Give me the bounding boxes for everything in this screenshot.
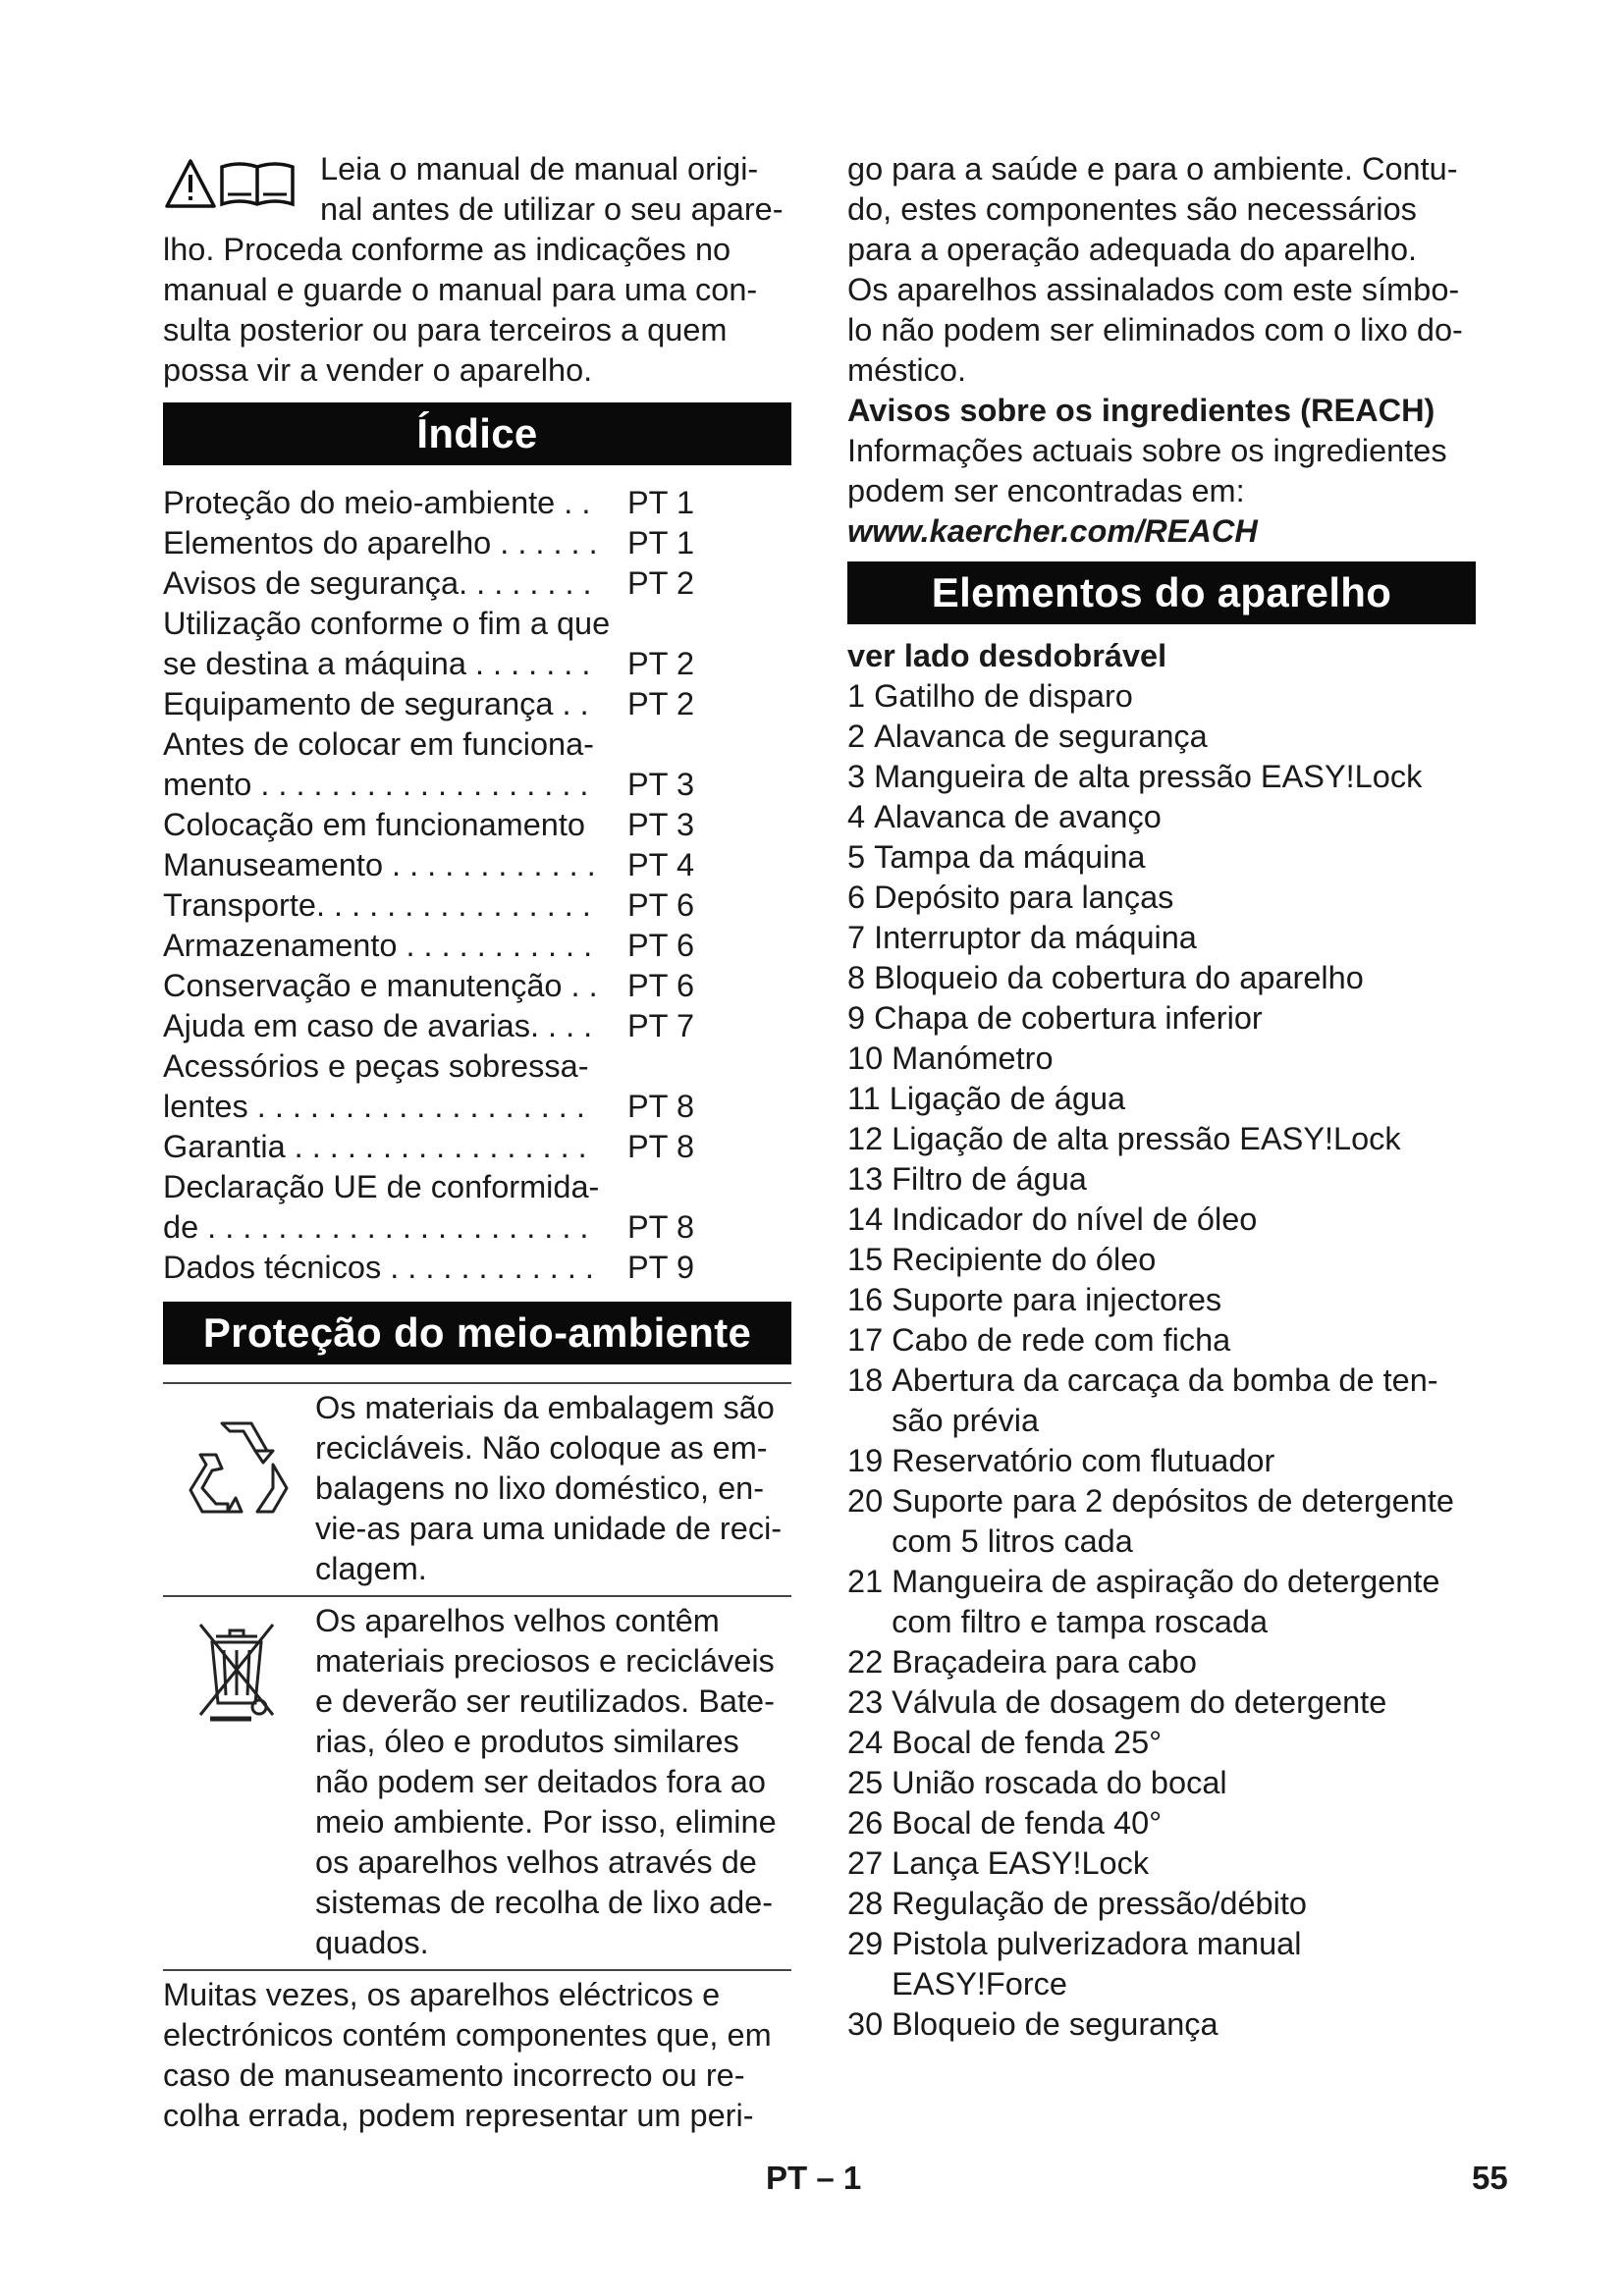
toc-entry-label: de . . . . . . . . . . . . . . . . . . . . . . — [163, 1209, 589, 1245]
element-item — [847, 1200, 1476, 1240]
toc-entry[interactable] — [163, 805, 791, 845]
footer-section-label: PT – 1 — [766, 2160, 862, 2196]
toc-entry[interactable] — [163, 1248, 791, 1288]
element-item — [847, 1320, 1476, 1361]
indice-heading: Índice — [163, 402, 791, 465]
element-number: 2 — [847, 719, 866, 754]
element-label: União roscada do bocal — [892, 1765, 1227, 1800]
element-label: Válvula de dosagem do detergente — [892, 1684, 1387, 1720]
text-line: Informações actuais sobre os ingredientes — [847, 433, 1447, 468]
element-label: Indicador do nível de óleo — [892, 1201, 1258, 1237]
element-item — [847, 1884, 1476, 1924]
element-number: 24 — [847, 1725, 884, 1760]
element-number: 15 — [847, 1242, 884, 1277]
element-item — [847, 1441, 1476, 1481]
toc-entry-label: Equipamento de segurança . . — [163, 686, 589, 721]
toc-entry[interactable] — [163, 1087, 791, 1127]
toc-entry[interactable] — [163, 845, 791, 885]
element-item — [847, 1562, 1476, 1642]
element-number: 21 — [847, 1564, 884, 1599]
toc-entry-page: PT 2 — [627, 565, 695, 601]
toc-entry-label: Transporte. . . . . . . . . . . . . . . . — [163, 887, 591, 923]
element-label: Pistola pulverizadora manual EASY!Force — [892, 1926, 1302, 2002]
element-number: 12 — [847, 1121, 884, 1156]
elements-subheading: ver lado desdobrável — [847, 638, 1167, 673]
text-line: vie-as para uma unidade de reci- — [315, 1511, 783, 1546]
element-item — [847, 837, 1476, 878]
element-item — [847, 1723, 1476, 1763]
text-line: e deverão ser reutilizados. Bate- — [315, 1683, 775, 1719]
text-line: Os materiais da embalagem são — [315, 1390, 775, 1425]
element-label: Mangueira de aspiração do detergente com filtro e tampa roscada — [892, 1564, 1440, 1639]
element-number: 4 — [847, 799, 866, 834]
old-devices-block — [163, 1595, 791, 1971]
electronics-text — [163, 1971, 791, 2136]
text-line: os aparelhos velhos através de — [315, 1844, 757, 1880]
recycling-icon — [183, 1410, 291, 1518]
element-item — [847, 1642, 1476, 1682]
text-line: Os aparelhos velhos contêm — [315, 1603, 720, 1638]
intro-line: manual e guarde o manual para uma con- — [163, 272, 758, 307]
toc-entry-page: PT 6 — [627, 968, 695, 1003]
toc-entry[interactable] — [163, 926, 791, 966]
text-line: recicláveis. Não coloque as em- — [315, 1430, 768, 1466]
text-line: clagem. — [315, 1551, 427, 1586]
element-number: 27 — [847, 1845, 884, 1881]
element-label: Tampa da máquina — [874, 839, 1146, 875]
element-label: Alavanca de segurança — [874, 719, 1208, 754]
toc-entry[interactable] — [163, 1207, 791, 1248]
element-item — [847, 1763, 1476, 1803]
elements-list — [847, 676, 1476, 2045]
toc-entry-label: Dados técnicos . . . . . . . . . . . . — [163, 1250, 594, 1285]
element-number: 30 — [847, 2006, 884, 2042]
text-line: podem ser encontradas em: — [847, 473, 1245, 508]
text-line: do, estes componentes são necessários — [847, 191, 1417, 227]
element-number: 7 — [847, 920, 866, 955]
element-label: Ligação de água — [889, 1081, 1126, 1116]
toc-entry-label: Elementos do aparelho . . . . . . — [163, 525, 598, 561]
toc-entry-page: PT 8 — [627, 1089, 695, 1124]
element-label: Lança EASY!Lock — [892, 1845, 1150, 1881]
element-number: 11 — [847, 1081, 881, 1116]
element-item — [847, 878, 1476, 918]
element-label: Cabo de rede com ficha — [892, 1322, 1231, 1358]
text-line: balagens no lixo doméstico, en- — [315, 1470, 765, 1506]
toc-entry-label: Acessórios e peças sobressa- — [163, 1048, 589, 1084]
toc-entry-label: Utilização conforme o fim a que — [163, 606, 611, 641]
element-number: 8 — [847, 960, 866, 995]
element-label: Bocal de fenda 25° — [892, 1725, 1163, 1760]
element-item — [847, 2004, 1476, 2045]
text-line: Muitas vezes, os aparelhos eléctricos e — [163, 1977, 721, 2012]
element-number: 18 — [847, 1362, 884, 1398]
element-item — [847, 1843, 1476, 1884]
toc-entry-page: PT 1 — [627, 525, 695, 561]
text-line: colha errada, podem representar um peri- — [163, 2098, 754, 2133]
element-number: 9 — [847, 1000, 866, 1036]
toc-entry[interactable] — [163, 1127, 791, 1167]
toc-entry-page: PT 7 — [627, 1008, 695, 1043]
toc-entry-page: PT 6 — [627, 928, 695, 963]
toc-entry-label: Ajuda em caso de avarias. . . . — [163, 1008, 593, 1043]
toc-entry[interactable] — [163, 563, 791, 604]
intro-line: possa vir a vender o aparelho. — [163, 352, 593, 388]
element-number: 3 — [847, 759, 866, 794]
element-item — [847, 1361, 1476, 1441]
element-label: Gatilho de disparo — [874, 678, 1133, 714]
element-label: Filtro de água — [892, 1161, 1087, 1197]
table-of-contents — [163, 483, 791, 1288]
toc-entry-page: PT 2 — [627, 686, 695, 721]
element-label: Reservatório com flutuador — [892, 1443, 1275, 1478]
toc-entry-page: PT 8 — [627, 1129, 695, 1164]
element-item — [847, 958, 1476, 998]
toc-entry-label: Manuseamento . . . . . . . . . . . . — [163, 847, 596, 882]
toc-entry-label: Colocação em funcionamento — [163, 807, 585, 842]
reach-link[interactable]: www.kaercher.com/REACH — [847, 513, 1258, 549]
element-number: 26 — [847, 1805, 884, 1841]
toc-entry-label: Conservação e manutenção . . — [163, 968, 598, 1003]
element-label: Abertura da carcaça da bomba de ten- são prévia — [892, 1362, 1438, 1438]
element-item — [847, 1240, 1476, 1280]
element-label: Ligação de alta pressão EASY!Lock — [892, 1121, 1401, 1156]
toc-entry-label: Antes de colocar em funciona- — [163, 726, 594, 762]
toc-entry-page: PT 9 — [627, 1250, 695, 1285]
toc-entry-page: PT 2 — [627, 646, 695, 681]
intro-line: sulta posterior ou para terceiros a quem — [163, 312, 728, 347]
element-item — [847, 1039, 1476, 1079]
toc-entry-label: Proteção do meio-ambiente . . — [163, 485, 591, 520]
element-label: Bloqueio da cobertura do aparelho — [874, 960, 1364, 995]
element-item — [847, 1079, 1476, 1119]
toc-entry-page: PT 3 — [627, 807, 695, 842]
toc-entry-label: lentes . . . . . . . . . . . . . . . . . . . — [163, 1089, 585, 1124]
intro-paragraph — [163, 149, 791, 391]
element-number: 20 — [847, 1483, 884, 1519]
packaging-recycling-block — [163, 1382, 791, 1595]
toc-entry-label: mento . . . . . . . . . . . . . . . . . . . — [163, 767, 589, 802]
element-item — [847, 797, 1476, 837]
element-number: 29 — [847, 1926, 884, 1961]
element-number: 19 — [847, 1443, 884, 1478]
element-item — [847, 1803, 1476, 1843]
crossed-out-bin-icon — [183, 1617, 291, 1725]
toc-entry-page: PT 3 — [627, 767, 695, 802]
element-item — [847, 998, 1476, 1039]
element-number: 5 — [847, 839, 866, 875]
element-item — [847, 1280, 1476, 1320]
footer-page-number: 55 — [1472, 2160, 1508, 2196]
elements-heading: Elementos do aparelho — [847, 561, 1476, 624]
toc-entry-label: Avisos de segurança. . . . . . . . — [163, 565, 592, 601]
toc-entry-label: Armazenamento . . . . . . . . . . . — [163, 928, 593, 963]
text-line: materiais preciosos e recicláveis — [315, 1643, 775, 1679]
toc-entry[interactable] — [163, 684, 791, 724]
toc-entry[interactable] — [163, 765, 791, 805]
element-item — [847, 1682, 1476, 1723]
toc-entry-page: PT 6 — [627, 887, 695, 923]
element-label: Suporte para 2 depósitos de detergente com 5 litros cada — [892, 1483, 1454, 1559]
text-line: méstico. — [847, 352, 967, 388]
element-item — [847, 918, 1476, 958]
text-line: lo não podem ser eliminados com o lixo do- — [847, 312, 1463, 347]
element-item — [847, 1119, 1476, 1159]
text-line: rias, óleo e produtos similares — [315, 1724, 739, 1759]
intro-line: nal antes de utilizar o seu apare- — [320, 191, 784, 227]
toc-entry[interactable] — [163, 483, 791, 523]
element-number: 17 — [847, 1322, 884, 1358]
element-number: 28 — [847, 1886, 884, 1921]
text-line: Os aparelhos assinalados com este símbo- — [847, 272, 1460, 307]
toc-entry[interactable] — [163, 966, 791, 1006]
element-number: 23 — [847, 1684, 884, 1720]
element-label: Bocal de fenda 40° — [892, 1805, 1163, 1841]
text-line: electrónicos contém componentes que, em — [163, 2017, 772, 2053]
element-number: 14 — [847, 1201, 884, 1237]
reach-text — [847, 431, 1476, 511]
element-label: Manómetro — [892, 1041, 1054, 1076]
element-number: 6 — [847, 880, 866, 915]
toc-entry[interactable] — [163, 885, 791, 926]
text-line: meio ambiente. Por isso, elimine — [315, 1804, 777, 1840]
element-item — [847, 1924, 1476, 2004]
element-item — [847, 1481, 1476, 1562]
element-number: 16 — [847, 1282, 884, 1317]
element-label: Regulação de pressão/débito — [892, 1886, 1307, 1921]
element-item — [847, 757, 1476, 797]
toc-entry-label: se destina a máquina . . . . . . . — [163, 646, 591, 681]
text-line: não podem ser deitados fora ao — [315, 1764, 766, 1799]
text-line: quados. — [315, 1925, 429, 1960]
toc-entry-label: Declaração UE de conformida- — [163, 1169, 600, 1204]
element-label: Mangueira de alta pressão EASY!Lock — [874, 759, 1423, 794]
toc-entry[interactable] — [163, 1006, 791, 1046]
element-item — [847, 676, 1476, 717]
reach-heading: Avisos sobre os ingredientes (REACH) — [847, 393, 1435, 428]
element-label: Bloqueio de segurança — [892, 2006, 1218, 2042]
toc-entry[interactable] — [163, 523, 791, 563]
environment-heading: Proteção do meio-ambiente — [163, 1302, 791, 1364]
element-item — [847, 717, 1476, 757]
element-label: Braçadeira para cabo — [892, 1644, 1197, 1680]
toc-entry-page: PT 1 — [627, 485, 695, 520]
element-number: 22 — [847, 1644, 884, 1680]
element-item — [847, 1159, 1476, 1200]
element-label: Interruptor da máquina — [874, 920, 1197, 955]
element-number: 25 — [847, 1765, 884, 1800]
text-line: caso de manuseamento incorrecto ou re- — [163, 2057, 745, 2093]
element-label: Alavanca de avanço — [874, 799, 1162, 834]
text-line: go para a saúde e para o ambiente. Contu- — [847, 151, 1458, 187]
toc-entry[interactable] — [163, 644, 791, 684]
element-number: 1 — [847, 678, 866, 714]
toc-entry-label: Garantia . . . . . . . . . . . . . . . . . — [163, 1129, 587, 1164]
text-line: sistemas de recolha de lixo ade- — [315, 1885, 774, 1920]
intro-line: lho. Proceda conforme as indicações no — [163, 232, 731, 267]
continuation-text — [847, 149, 1476, 391]
text-line: para a operação adequada do aparelho. — [847, 232, 1418, 267]
right-column — [847, 149, 1476, 2045]
warning-manual-icon — [163, 155, 300, 210]
toc-entry-page: PT 4 — [627, 847, 695, 882]
element-label: Recipiente do óleo — [892, 1242, 1157, 1277]
intro-line: Leia o manual de manual origi- — [320, 151, 759, 187]
element-number: 13 — [847, 1161, 884, 1197]
element-number: 10 — [847, 1041, 884, 1076]
element-label: Suporte para injectores — [892, 1282, 1222, 1317]
element-label: Chapa de cobertura inferior — [874, 1000, 1263, 1036]
element-label: Depósito para lanças — [874, 880, 1174, 915]
left-column — [163, 149, 791, 2136]
toc-entry-page: PT 8 — [627, 1209, 695, 1245]
